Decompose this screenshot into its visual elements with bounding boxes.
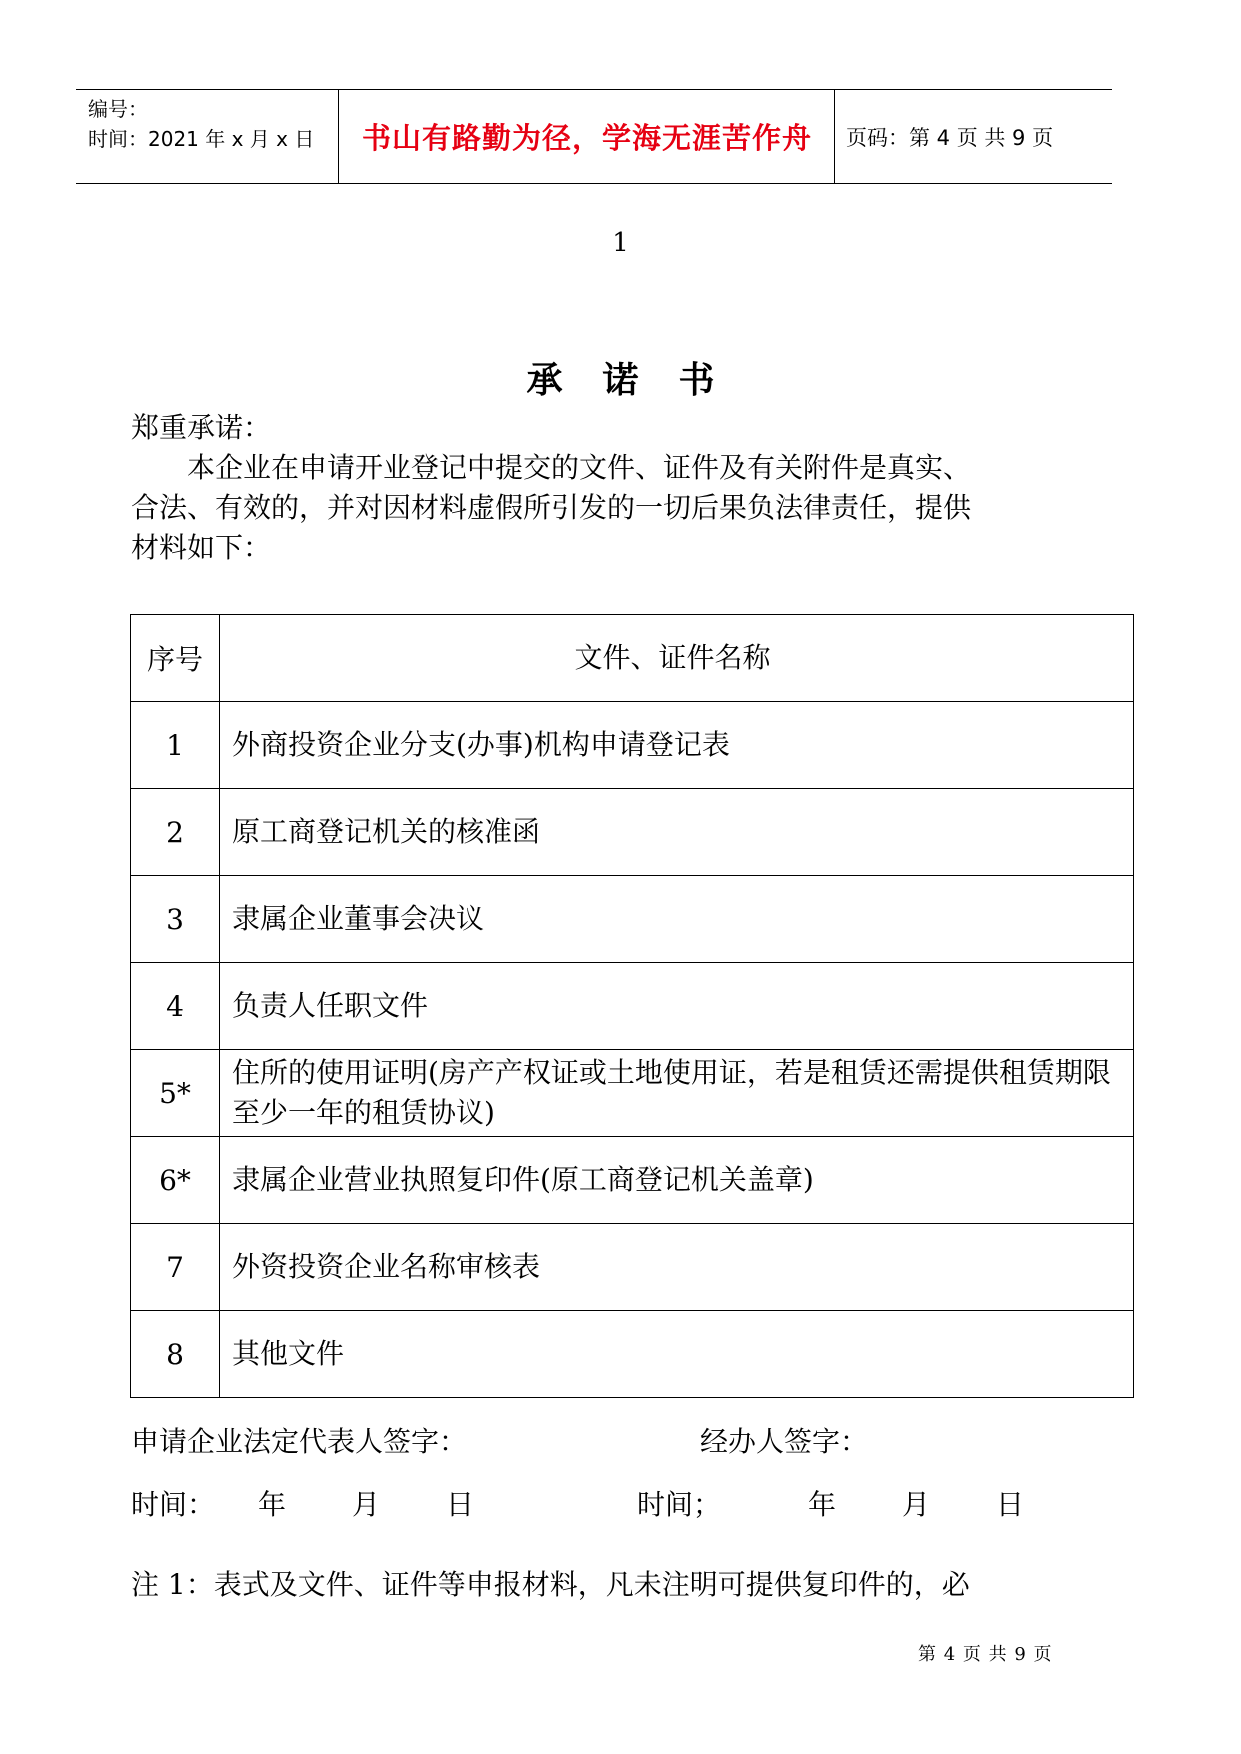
table-row <box>131 789 1134 876</box>
table-row <box>131 1050 1134 1137</box>
row-name: 隶属企业营业执照复印件(原工商登记机关盖章) <box>220 1137 1134 1224</box>
header-number-label: 编号： <box>88 97 148 121</box>
row-name: 外资投资企业名称审核表 <box>220 1224 1134 1311</box>
row-no: 1 <box>131 702 220 789</box>
intro-line-1: 本企业在申请开业登记中提交的文件、证件及有关附件是真实、 <box>187 451 972 484</box>
row-no: 4 <box>131 963 220 1050</box>
table-row <box>131 963 1134 1050</box>
document-title: 承诺书 <box>526 359 755 401</box>
row-name: 其他文件 <box>220 1311 1134 1398</box>
month-label-1: 月 <box>352 1488 381 1521</box>
header-divider-right <box>834 90 835 183</box>
row-name: 负责人任职文件 <box>220 963 1134 1050</box>
table-row <box>131 1224 1134 1311</box>
month-label-2: 月 <box>902 1488 931 1521</box>
note-text: 注 1：表式及文件、证件等申报材料，凡未注明可提供复印件的，必 <box>131 1568 970 1601</box>
table-row <box>131 702 1134 789</box>
column-header-name: 文件、证件名称 <box>220 615 1134 702</box>
row-no: 6* <box>131 1137 220 1224</box>
row-no: 3 <box>131 876 220 963</box>
time-label-1: 时间： <box>131 1488 216 1521</box>
column-header-no: 序号 <box>131 615 220 702</box>
page-header <box>76 89 1112 184</box>
year-label-1: 年 <box>258 1488 287 1521</box>
day-label-2: 日 <box>996 1488 1025 1521</box>
row-name: 原工商登记机关的核准函 <box>220 789 1134 876</box>
row-name: 外商投资企业分支(办事)机构申请登记表 <box>220 702 1134 789</box>
legal-rep-signature-label: 申请企业法定代表人签字： <box>131 1425 468 1458</box>
year-label-2: 年 <box>808 1488 837 1521</box>
materials-table <box>130 614 1134 1398</box>
row-name: 隶属企业董事会决议 <box>220 876 1134 963</box>
salutation: 郑重承诺： <box>131 411 272 444</box>
header-divider-left <box>338 90 339 183</box>
header-page-info: 页码：第 4 页 共 9 页 <box>846 125 1054 150</box>
intro-line-2: 合法、有效的，并对因材料虚假所引发的一切后果负法律责任，提供 <box>131 491 972 524</box>
table-row <box>131 1311 1134 1398</box>
time-label-2: 时间； <box>637 1488 722 1521</box>
page-number: 1 <box>612 228 629 258</box>
day-label-1: 日 <box>446 1488 475 1521</box>
handler-signature-label: 经办人签字： <box>700 1425 869 1458</box>
row-no: 5* <box>131 1050 220 1137</box>
header-slogan: 书山有路勤为径，学海无涯苦作舟 <box>361 121 812 155</box>
row-no: 2 <box>131 789 220 876</box>
table-row <box>131 1137 1134 1224</box>
table-header-row <box>131 615 1134 702</box>
row-name: 住所的使用证明(房产产权证或土地使用证，若是租赁还需提供租赁期限至少一年的租赁协议) <box>220 1050 1134 1137</box>
footer-page-info: 第 4 页 共 9 页 <box>918 1644 1053 1665</box>
intro-line-3: 材料如下： <box>131 531 272 564</box>
row-no: 7 <box>131 1224 220 1311</box>
table-row <box>131 876 1134 963</box>
row-no: 8 <box>131 1311 220 1398</box>
header-time-label: 时间：2021 年 x 月 x 日 <box>88 127 315 151</box>
header-meta <box>88 94 314 154</box>
